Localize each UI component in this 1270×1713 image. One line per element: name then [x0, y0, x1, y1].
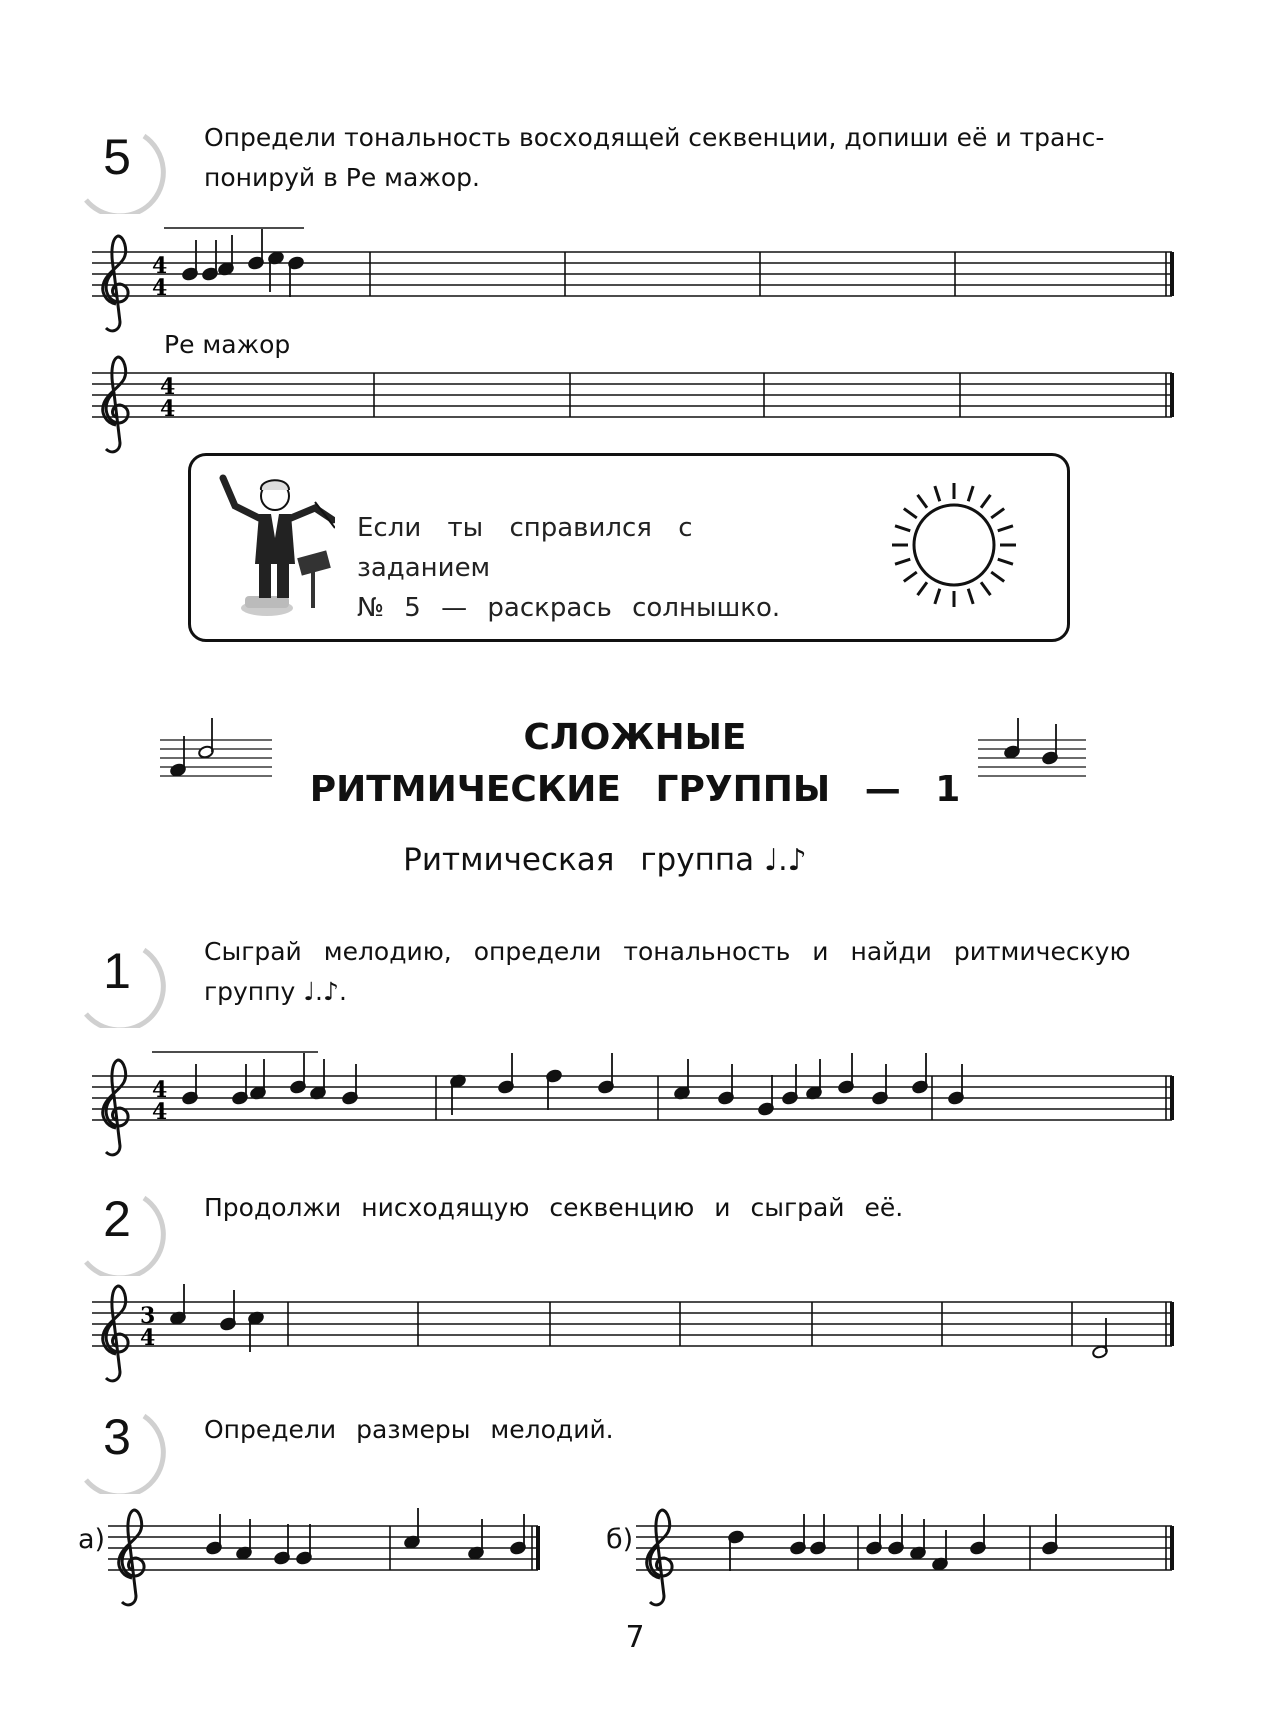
treble-clef-icon [103, 236, 128, 331]
task-text: Определи размеры мелодий. [204, 1415, 614, 1444]
task-number-badge [78, 1180, 166, 1268]
sun-ray [918, 582, 927, 595]
task-number: 2 [103, 1191, 131, 1247]
sun-ray [981, 495, 990, 508]
sun-ray [998, 559, 1013, 564]
treble-clef-icon [103, 1286, 128, 1381]
reward-text-line: Если ты справился с заданием [357, 513, 693, 583]
note-head [728, 1530, 745, 1544]
time-signature-digit: 4 [152, 1077, 168, 1103]
task-text-word: группу [204, 977, 296, 1006]
note-head [274, 1551, 291, 1565]
note-head [248, 256, 265, 270]
task-text-line: Определи тональность восходящей секвенции, допиши её и транс- [204, 123, 1105, 152]
task-text [204, 932, 1170, 1012]
note-head [450, 1074, 467, 1088]
sun-ray [981, 582, 990, 595]
note-head [404, 1535, 421, 1549]
reward-text [357, 508, 837, 628]
note-head [546, 1069, 563, 1083]
note-head [1042, 1541, 1059, 1555]
note-head [758, 1102, 775, 1116]
section-title [0, 712, 1270, 816]
sun-ray [895, 559, 910, 564]
reward-box [188, 453, 1070, 642]
treble-clef-icon [119, 1510, 144, 1605]
time-signature-digit: 4 [152, 275, 168, 301]
sun-ray [935, 486, 940, 501]
note-head [268, 251, 285, 265]
note-head [498, 1080, 515, 1094]
sun-ray [991, 509, 1004, 518]
note-head [202, 267, 219, 281]
note-head [248, 1311, 265, 1325]
note-head [838, 1080, 855, 1094]
note-head [932, 1557, 949, 1571]
note-head [888, 1541, 905, 1555]
note-head [718, 1091, 735, 1105]
note-head [810, 1541, 827, 1555]
treble-clef-icon [103, 357, 128, 452]
note-head [296, 1551, 313, 1565]
task-text [204, 118, 1170, 198]
reward-text-line: № 5 — раскрась солнышко. [357, 593, 781, 623]
note-head [674, 1086, 691, 1100]
treble-clef-icon [103, 1060, 128, 1155]
section-subtitle-text: Ритмическая группа [403, 842, 755, 878]
note-head [232, 1091, 249, 1105]
note-head [288, 256, 305, 270]
time-signature-digit: 4 [160, 374, 176, 400]
note-head [806, 1086, 823, 1100]
note-head [170, 1311, 187, 1325]
task-number: 1 [103, 943, 131, 999]
sun-ray [991, 572, 1004, 581]
task-number: 5 [103, 129, 131, 185]
page-number: 7 [625, 1620, 645, 1655]
sun-ray [935, 589, 940, 604]
melody-label-b: б) [606, 1524, 634, 1555]
task-text-line [204, 972, 1170, 1012]
time-signature-digit: 4 [140, 1325, 156, 1351]
note-head [342, 1091, 359, 1105]
key-label: Ре мажор [164, 330, 291, 359]
melody-label-a: а) [78, 1524, 106, 1555]
note-head [182, 1091, 199, 1105]
note-head [790, 1541, 807, 1555]
note-head [236, 1546, 253, 1560]
time-signature-digit: 4 [152, 1099, 168, 1125]
treble-clef-icon [647, 1510, 672, 1605]
section-subtitle [0, 842, 1240, 878]
task-number-badge [78, 1398, 166, 1486]
time-signature-digit: 4 [160, 396, 176, 422]
note-head [218, 262, 235, 276]
section-title-line: РИТМИЧЕСКИЕ ГРУППЫ — 1 [309, 769, 961, 810]
sun-ray [998, 526, 1013, 531]
note-head [912, 1080, 929, 1094]
sun-ray [968, 589, 973, 604]
time-signature-digit: 3 [140, 1303, 156, 1329]
sun-ray [904, 572, 917, 581]
note-head [182, 267, 199, 281]
note-head [206, 1541, 223, 1555]
task-number-badge [78, 118, 166, 206]
note-head [220, 1317, 237, 1331]
note-head [910, 1546, 927, 1560]
note-head [290, 1080, 307, 1094]
dotted-quarter-eighth-icon: ♩.♪. [303, 977, 347, 1006]
note-head [1092, 1345, 1109, 1359]
note-head [468, 1546, 485, 1560]
time-signature-digit: 4 [152, 253, 168, 279]
note-head [948, 1091, 965, 1105]
note-head [970, 1541, 987, 1555]
task-text: Продолжи нисходящую секвенцию и сыграй её. [204, 1193, 904, 1222]
note-head [310, 1086, 327, 1100]
conductor-illustration [215, 468, 335, 628]
section-title-line: СЛОЖНЫЕ [523, 717, 747, 758]
note-head [782, 1091, 799, 1105]
note-head [866, 1541, 883, 1555]
task-number-badge [78, 932, 166, 1020]
task-text-line: понируй в Ре мажор. [204, 163, 480, 192]
sun-ray [895, 526, 910, 531]
task-text-line: Сыграй мелодию, определи тональность и найди ритмическую [204, 937, 1131, 966]
task-number: 3 [103, 1409, 131, 1465]
sun-ray [968, 486, 973, 501]
sun-icon [889, 480, 1019, 610]
note-head [510, 1541, 527, 1555]
dotted-quarter-eighth-icon: ♩.♪ [763, 843, 807, 878]
sun-ray [918, 495, 927, 508]
note-head [250, 1086, 267, 1100]
note-head [872, 1091, 889, 1105]
note-head [598, 1080, 615, 1094]
sun-ray [904, 509, 917, 518]
